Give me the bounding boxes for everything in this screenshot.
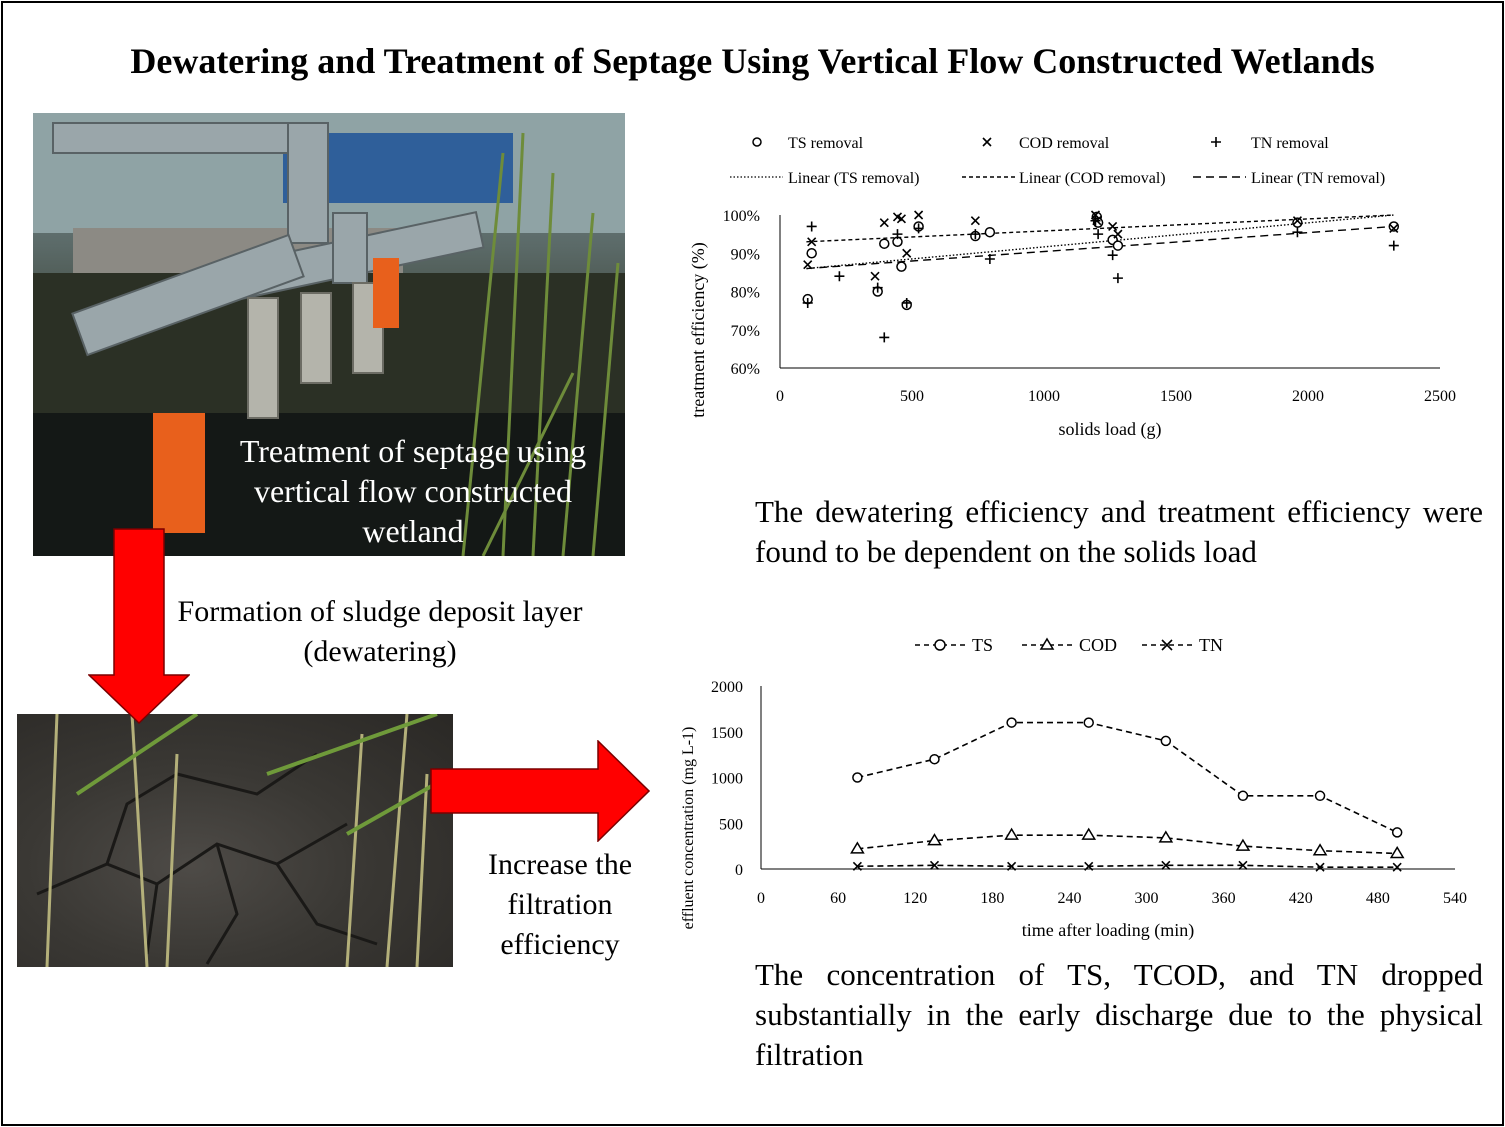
wetland-photo-caption: Treatment of septage using vertical flow constructed wetland [239, 433, 587, 549]
chart2-y-tick: 1500 [711, 724, 743, 742]
scatter-point-series-2 [834, 271, 844, 281]
chart2-legend [915, 635, 1223, 655]
chart1-x-label: solids load (g) [1058, 419, 1162, 439]
data-point-ts [853, 773, 862, 782]
chart1-y-tick: 90% [730, 246, 760, 264]
scatter-point-series-1 [915, 211, 923, 219]
right-arrow [430, 740, 650, 842]
chart2-x-tick: 300 [1134, 890, 1159, 907]
chart2-y-tick: 0 [735, 862, 743, 879]
chart2-x-tick: 240 [1057, 890, 1082, 907]
chart2-x-tick: 120 [903, 890, 928, 907]
chart2-y-tick: 500 [719, 816, 743, 834]
scatter-point-series-2 [1389, 241, 1399, 251]
scatter-point-series-2 [1292, 227, 1302, 237]
chart1-x-tick: 0 [776, 388, 784, 405]
scatter-point-series-0 [880, 239, 889, 248]
chart2-x-tick: 180 [980, 890, 1005, 907]
filtration-label: Increase the filtration efficiency [487, 848, 633, 961]
legend-tn-trend: Linear (TN removal) [1251, 170, 1386, 187]
chart1-x-tick: 2500 [1424, 388, 1456, 405]
legend-cod: COD [1079, 635, 1118, 655]
data-point-cod [1391, 847, 1403, 857]
legend-ts-trend: Linear (TS removal) [788, 170, 920, 187]
legend-ts-marker [935, 640, 945, 650]
scatter-point-series-2 [807, 221, 817, 231]
chart1-x-tick: 2000 [1292, 388, 1324, 405]
data-point-ts [1007, 718, 1016, 727]
chart1-x-tick: 1000 [1028, 388, 1060, 405]
scatter-point-series-0 [807, 249, 816, 258]
legend-tn-removal: TN removal [1251, 135, 1329, 152]
chart1-x-tick: 500 [900, 388, 924, 405]
scatter-point-series-0 [897, 262, 906, 271]
dewatering-label: Formation of sludge deposit layer (dewatering) [177, 595, 583, 668]
data-point-cod [1314, 845, 1326, 855]
sludge-layer-illustration [17, 714, 453, 967]
data-point-ts [1161, 736, 1170, 745]
scatter-point-series-0 [1389, 222, 1398, 231]
series-line-tn [857, 865, 1397, 867]
scatter-point-series-1 [1109, 222, 1117, 230]
chart2-y-tick: 2000 [711, 679, 743, 696]
solids-load-finding: The dewatering efficiency and treatment efficiency were found to be dependent on the solids load [755, 494, 1483, 569]
scatter-point-series-1 [880, 219, 888, 227]
page-title: Dewatering and Treatment of Septage Using Vertical Flow Constructed Wetlands [130, 41, 1375, 81]
chart1-x-tick: 1500 [1160, 388, 1192, 405]
chart2-y-label: effluent concentration (mg L-1) [680, 726, 697, 930]
data-point-ts [1393, 828, 1402, 837]
sludge-layer-photo [17, 714, 453, 967]
chart1-y-tick: 80% [730, 284, 760, 302]
chart2-x-tick: 60 [830, 890, 847, 907]
legend-ts-removal: TS removal [788, 135, 864, 152]
data-point-cod [1006, 829, 1018, 839]
scatter-point-series-2 [1093, 229, 1103, 239]
treatment-efficiency-chart [675, 120, 1485, 450]
scatter-point-series-1 [804, 261, 812, 269]
effluent-concentration-chart [675, 628, 1485, 958]
legend-cod-trend: Linear (COD removal) [1019, 170, 1166, 187]
series-line-ts [857, 723, 1397, 833]
legend-ts: TS [972, 635, 994, 655]
data-point-cod [1160, 832, 1172, 842]
scatter-point-series-2 [1108, 250, 1118, 260]
chart1-y-label: treatment efficiency (%) [688, 242, 708, 418]
chart2-y-tick: 1000 [711, 770, 743, 788]
legend-tn: TN [1199, 635, 1223, 655]
trendline-2 [806, 226, 1393, 268]
data-point-ts [930, 755, 939, 764]
legend-cod-marker [1041, 639, 1053, 649]
scatter-point-series-2 [1113, 273, 1123, 283]
chart2-x-tick: 0 [757, 890, 765, 907]
legend-cod-removal-marker [983, 138, 991, 146]
wetland-photo [33, 113, 625, 556]
chart2-x-tick: 420 [1288, 890, 1313, 907]
chart2-x-label: time after loading (min) [1021, 920, 1195, 940]
legend-ts-removal-marker [753, 138, 761, 146]
chart1-y-tick: 60% [730, 361, 760, 378]
legend-tn-removal-marker [1211, 137, 1221, 147]
scatter-point-series-0 [1293, 218, 1302, 227]
scatter-point-series-1 [971, 217, 979, 225]
chart2-x-tick: 540 [1443, 890, 1467, 907]
data-point-tn [1393, 863, 1401, 871]
data-point-ts [1084, 718, 1093, 727]
legend-cod-removal: COD removal [1019, 135, 1110, 152]
data-point-cod [1083, 829, 1095, 839]
chart2-x-tick: 360 [1211, 890, 1236, 907]
scatter-point-series-0 [985, 228, 994, 237]
scatter-point-series-1 [903, 249, 911, 257]
scatter-point-series-2 [879, 332, 889, 342]
chart1-y-tick: 100% [722, 208, 760, 225]
concentration-finding: The concentration of TS, TCOD, and TN dropped substantially in the early discharge due to the physical filtration [755, 957, 1483, 1072]
scatter-point-series-0 [1113, 241, 1122, 250]
scatter-point-series-1 [871, 272, 879, 280]
scatter-point-series-1 [1114, 230, 1122, 238]
chart1-y-tick: 70% [730, 322, 760, 340]
chart2-x-tick: 480 [1365, 890, 1390, 907]
data-point-ts [1316, 791, 1325, 800]
data-point-ts [1238, 791, 1247, 800]
chart1-legend [730, 135, 1385, 187]
